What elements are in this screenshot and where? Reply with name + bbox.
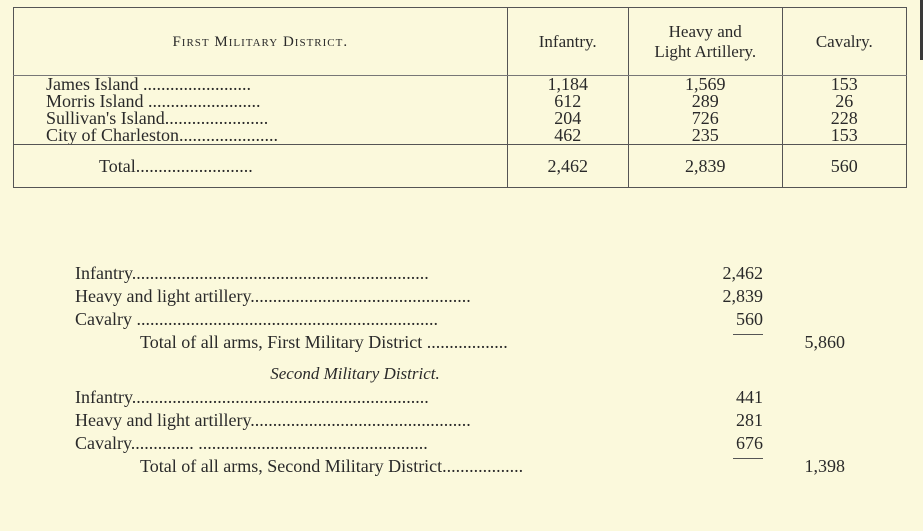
cavalry-value: 26 <box>835 93 854 110</box>
summary-value: 2,839 <box>722 286 763 306</box>
header-artillery-line2: Light Artillery. <box>654 41 757 61</box>
row-label: James Island ........................ <box>46 76 251 93</box>
summary-label: Infantry.................................................................. <box>75 263 429 283</box>
header-artillery <box>628 8 782 76</box>
district-summary <box>75 262 875 478</box>
table-body-row <box>14 76 907 145</box>
infantry-column <box>507 76 628 145</box>
header-cavalry: Cavalry. <box>782 8 906 76</box>
summary-value: 441 <box>736 387 763 407</box>
total-infantry: 2,462 <box>507 145 628 188</box>
section-title: Second Military District. <box>270 364 440 383</box>
total-label: Total.......................... <box>14 145 508 188</box>
summary-row <box>75 386 875 409</box>
row-label: City of Charleston...................... <box>46 127 278 144</box>
summary-value: 281 <box>736 410 763 430</box>
summary-value: 560 <box>736 309 763 329</box>
cavalry-value: 153 <box>830 76 858 93</box>
table-total-row <box>14 145 907 188</box>
cavalry-value: 228 <box>830 110 858 127</box>
infantry-value: 612 <box>554 93 582 110</box>
summary-total-value: 1,398 <box>804 456 845 476</box>
summary-row <box>75 409 875 432</box>
row-label: Sullivan's Island....................... <box>46 110 269 127</box>
summary-value: 2,462 <box>722 263 763 283</box>
summary-total-label: Total of all arms, First Military District .................. <box>140 332 508 352</box>
total-cavalry: 560 <box>782 145 906 188</box>
summary-label: Infantry.................................................................. <box>75 387 429 407</box>
artillery-value: 1,569 <box>684 76 726 93</box>
summary-label: Heavy and light artillery................................................. <box>75 286 471 306</box>
troop-table <box>13 7 907 188</box>
summary-total-row <box>75 331 875 354</box>
summary-label: Cavalry ................................................................... <box>75 309 438 329</box>
summary-label: Heavy and light artillery................................................. <box>75 410 471 430</box>
header-district: First Military District. <box>14 8 508 76</box>
summary-value: 676 <box>736 433 763 453</box>
summary-total-value: 5,860 <box>804 332 845 352</box>
artillery-value: 726 <box>691 110 719 127</box>
total-artillery: 2,839 <box>628 145 782 188</box>
summary-row <box>75 285 875 308</box>
summary-label: Cavalry.............. ................................................... <box>75 433 428 453</box>
artillery-column <box>628 76 782 145</box>
infantry-value: 204 <box>554 110 582 127</box>
summary-total-label: Total of all arms, Second Military District.................. <box>140 456 524 476</box>
summary-row <box>75 262 875 285</box>
infantry-value: 462 <box>554 127 582 144</box>
artillery-value: 289 <box>691 93 719 110</box>
header-artillery-line1: Heavy and <box>668 21 742 41</box>
table-header-row <box>14 8 907 76</box>
summary-row <box>75 432 875 455</box>
summary-row <box>75 308 875 331</box>
location-column <box>14 76 508 145</box>
cavalry-value: 153 <box>830 127 858 144</box>
artillery-value: 235 <box>691 127 719 144</box>
row-label: Morris Island ......................... <box>46 93 261 110</box>
infantry-value: 1,184 <box>547 76 588 93</box>
summary-total-row <box>75 455 875 478</box>
header-infantry: Infantry. <box>507 8 628 76</box>
cavalry-column <box>782 76 906 145</box>
sum-rule <box>733 334 763 335</box>
sum-rule <box>733 458 763 459</box>
